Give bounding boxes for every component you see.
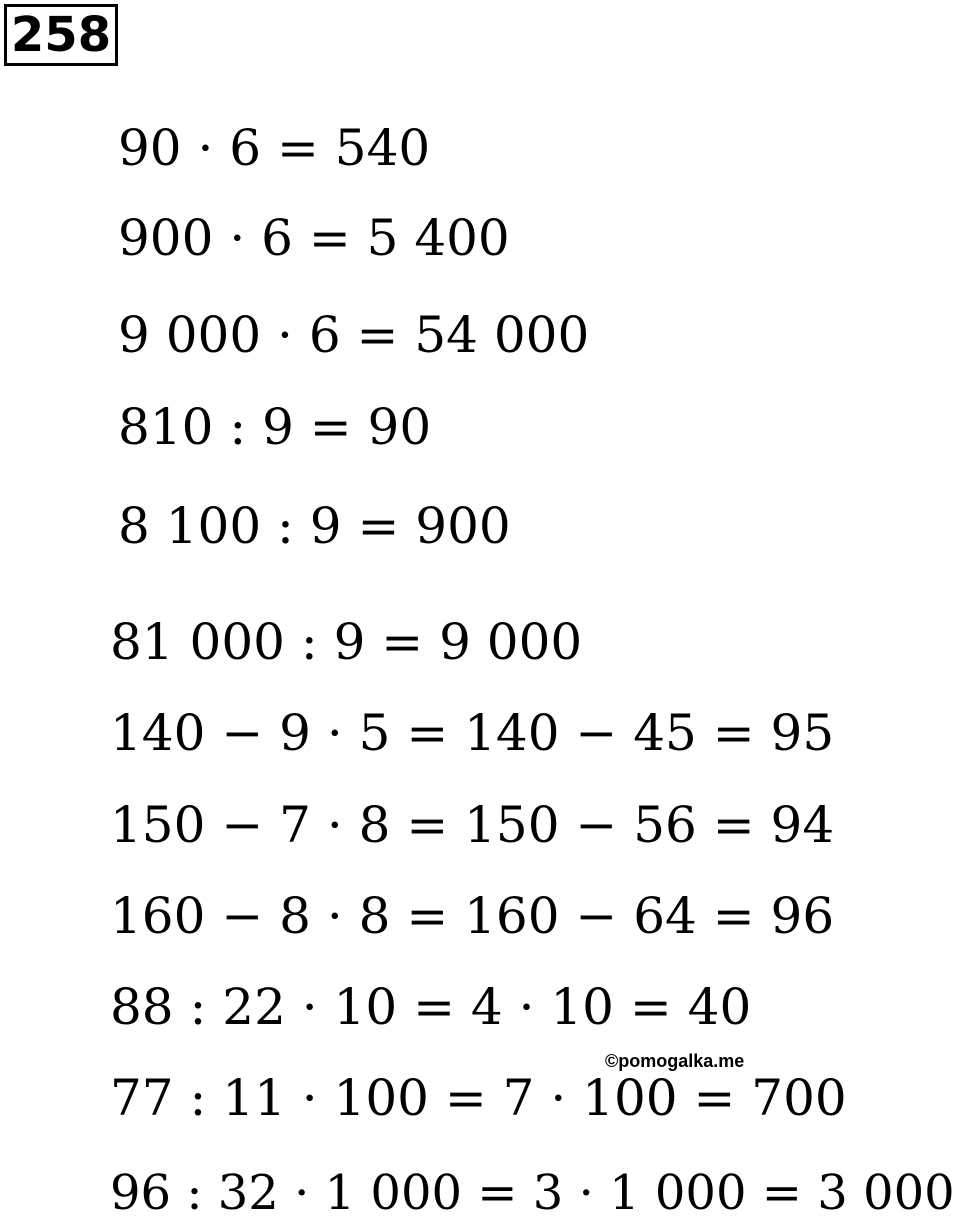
- task-number-box: 258: [4, 4, 118, 66]
- watermark: ©pomogalka.me: [605, 1051, 745, 1071]
- equation-line: 96 : 32 · 1 000 = 3 · 1 000 = 3 000: [110, 1165, 955, 1221]
- equation-line: 140 − 9 · 5 = 140 − 45 = 95: [110, 704, 835, 762]
- equation-line: 900 · 6 = 5 400: [118, 209, 510, 267]
- equation-line: 8 100 : 9 = 900: [118, 497, 511, 555]
- equation-line: 88 : 22 · 10 = 4 · 10 = 40: [110, 978, 752, 1036]
- equation-line: 160 − 8 · 8 = 160 − 64 = 96: [110, 887, 835, 945]
- equation-line: 77 : 11 · 100 = 7 · 100 = 700: [110, 1069, 847, 1127]
- equation-line: 150 − 7 · 8 = 150 − 56 = 94: [110, 796, 835, 854]
- equation-line: 90 · 6 = 540: [118, 119, 431, 177]
- equation-line: 9 000 · 6 = 54 000: [118, 306, 590, 364]
- equation-line: 81 000 : 9 = 9 000: [110, 613, 583, 671]
- equation-line: 810 : 9 = 90: [118, 398, 432, 456]
